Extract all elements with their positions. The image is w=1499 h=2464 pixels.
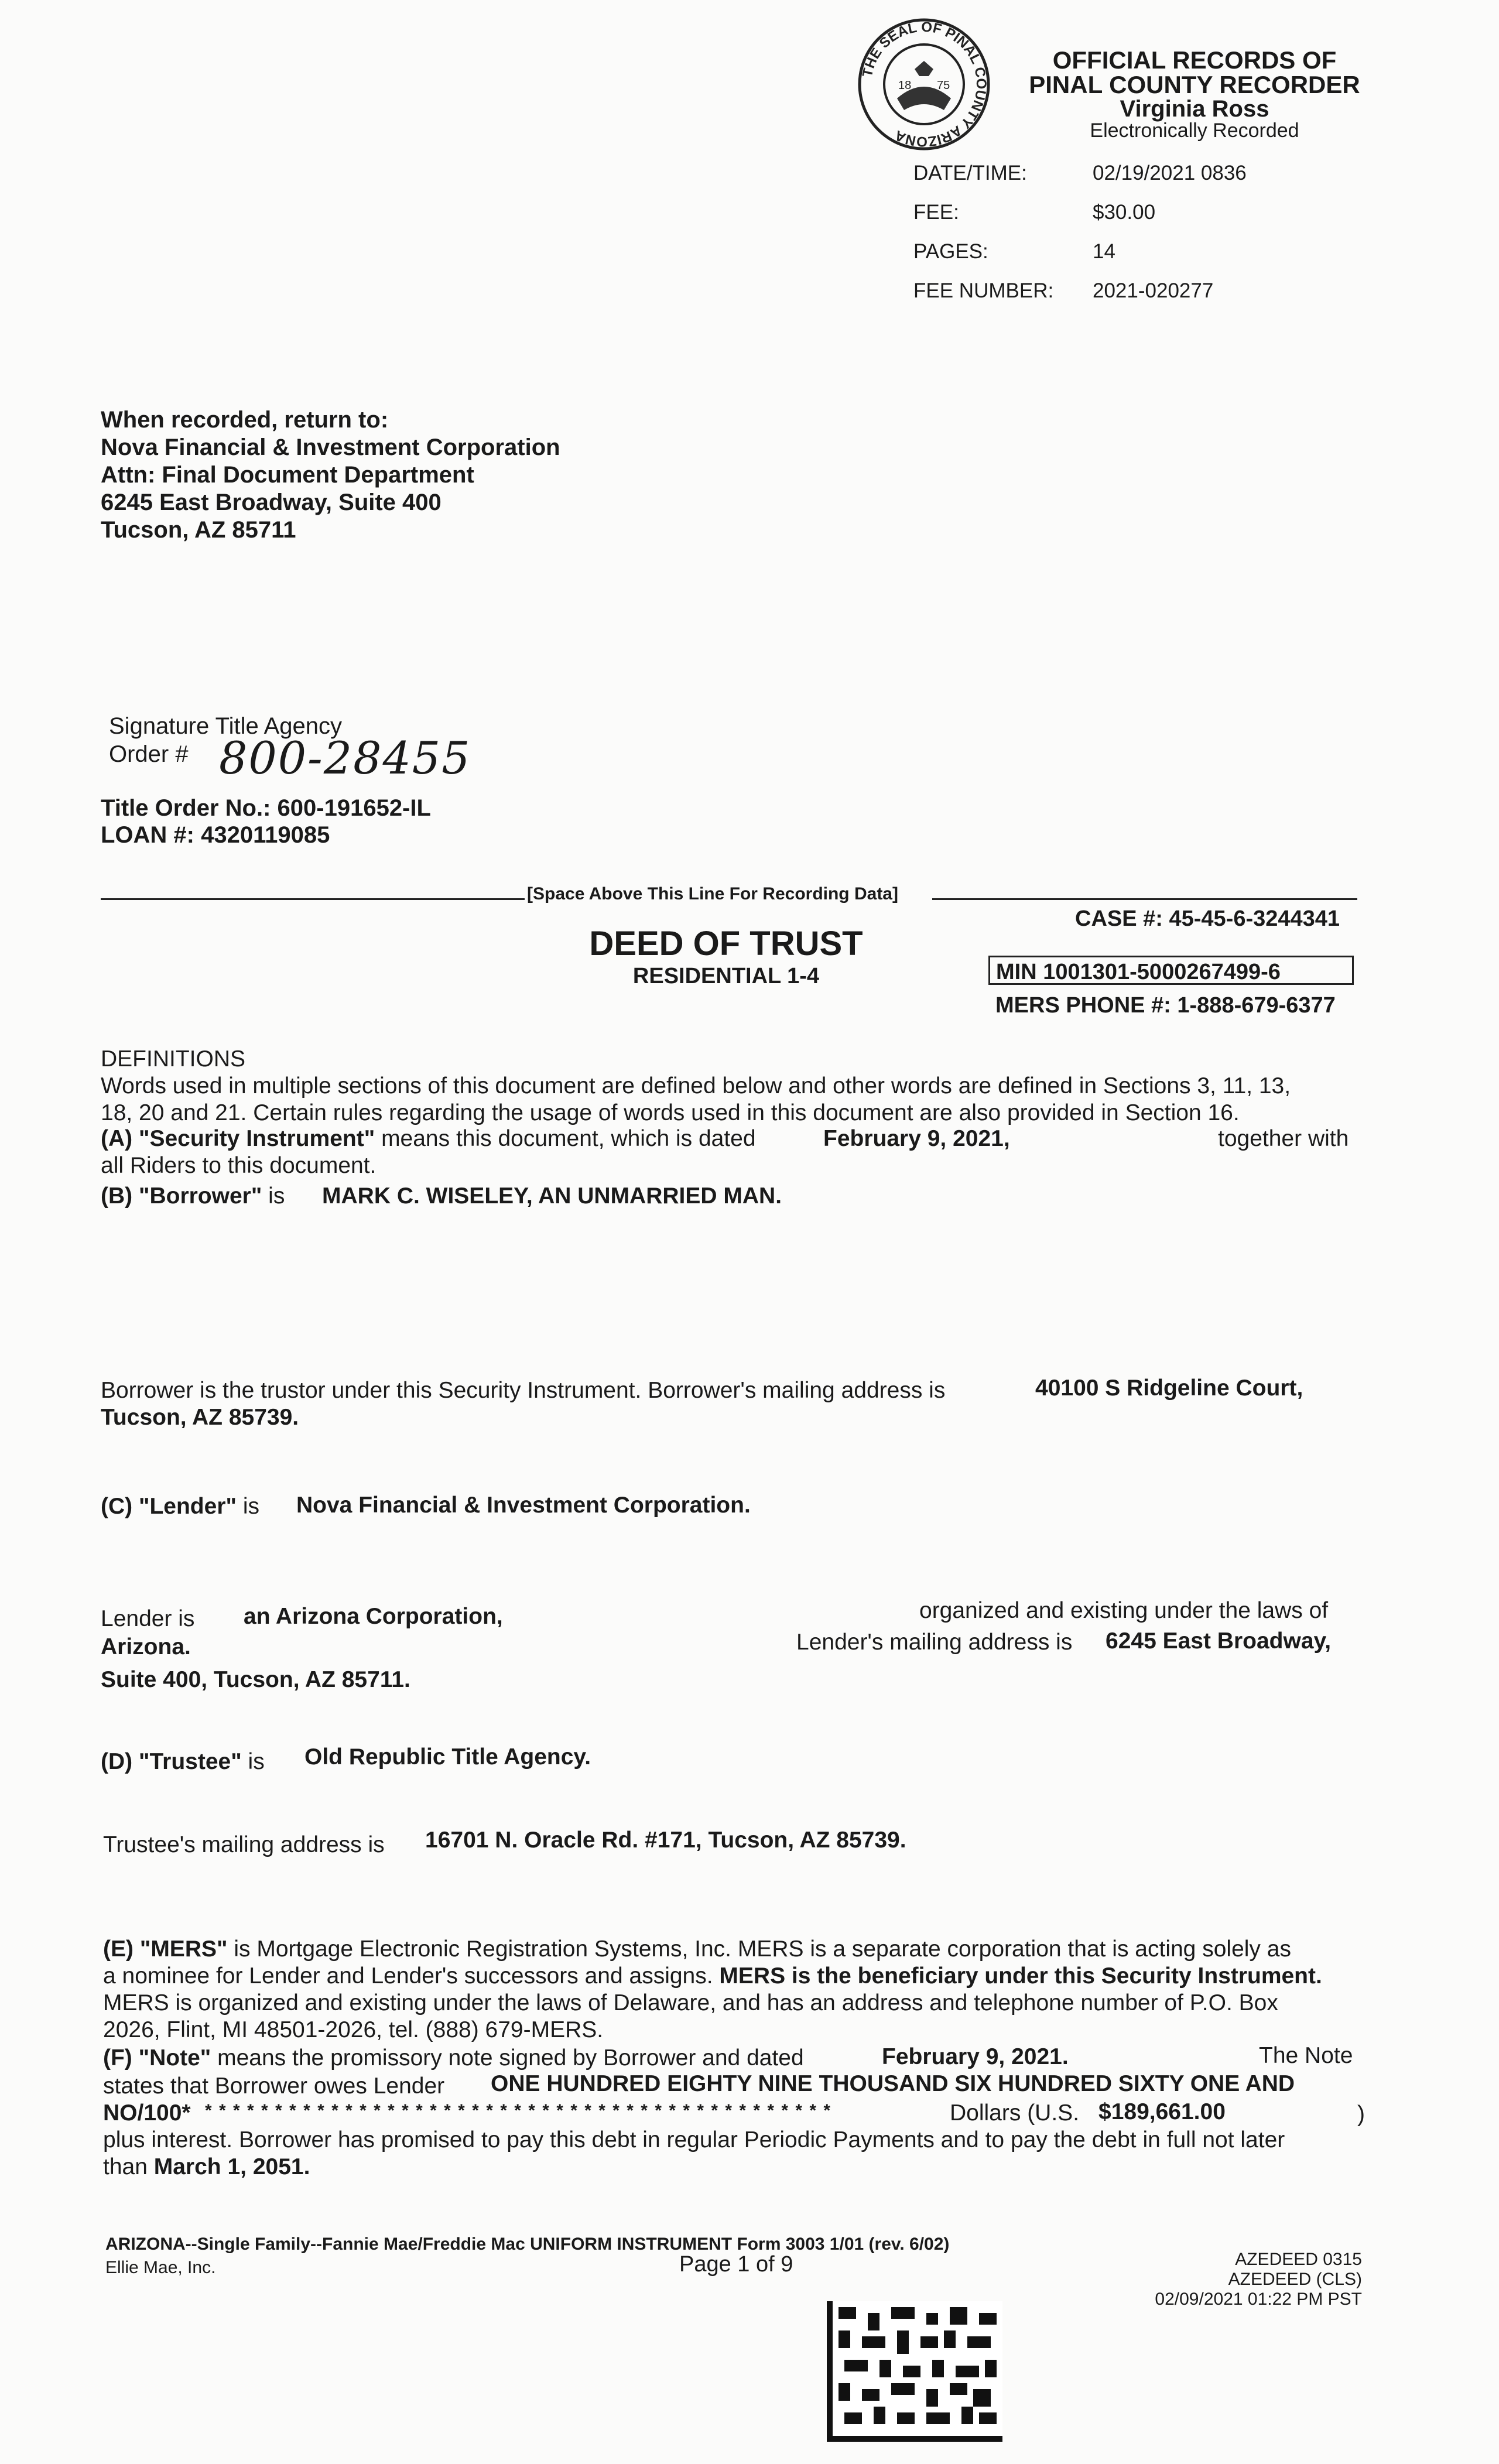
definition-b: (B) "Borrower" is [101, 1183, 285, 1209]
return-to-block [101, 406, 560, 544]
note-amount-fill-stars: * * * * * * * * * * * * * * * * * * * * * * * * * * * * * * * * * * * * * * * * * * * * * [205, 2101, 832, 2120]
lender-organized: organized and existing under the laws of [919, 1598, 1329, 1623]
title-order-number: Title Order No.: 600-191652-IL [101, 795, 431, 821]
case-number: CASE #: 45-45-6-3244341 [1075, 906, 1340, 931]
definition-d: (D) "Trustee" is [101, 1749, 265, 1774]
space-above-line-note: [Space Above This Line For Recording Data] [527, 884, 898, 904]
definition-f-tail: The Note [1259, 2043, 1353, 2068]
recorder-header [990, 48, 1399, 141]
dollars-label: Dollars (U.S. [950, 2100, 1080, 2126]
note-date: February 9, 2021. [882, 2044, 1069, 2069]
recorder-line2: PINAL COUNTY RECORDER [1029, 71, 1360, 98]
order-label: Order # [109, 741, 189, 767]
svg-text:THE SEAL OF PINAL COUNTY ARIZO: THE SEAL OF PINAL COUNTY ARIZONA [859, 19, 990, 150]
definition-e-line2: a nominee for Lender and Lender's successors and assigns. MERS is the beneficiary under this Security Instrument. [103, 1963, 1322, 1989]
definition-f-line2: states that Borrower owes Lender [103, 2073, 445, 2099]
trustee-name: Old Republic Title Agency. [304, 1744, 591, 1770]
document-subtitle: RESIDENTIAL 1-4 [632, 964, 820, 988]
trustee-address-text: Trustee's mailing address is [103, 1832, 385, 1857]
borrower-name: MARK C. WISELEY, AN UNMARRIED MAN. [322, 1183, 782, 1209]
definitions-intro-line2: 18, 20 and 21. Certain rules regarding the usage of words used in this document are also provided in Section 16. [101, 1100, 1240, 1125]
vendor-name: Ellie Mae, Inc. [105, 2258, 216, 2277]
recording-row: FEE: $30.00 [913, 201, 1156, 224]
note-amount: $189,661.00 [1098, 2099, 1226, 2124]
document-title: DEED OF TRUST [589, 925, 863, 963]
min-number: MIN 1001301-5000267499-6 [996, 960, 1281, 984]
page-number: Page 1 of 9 [679, 2252, 793, 2277]
security-instrument-date: February 9, 2021, [823, 1126, 1010, 1151]
borrower-address-text: Borrower is the trustor under this Security Instrument. Borrower's mailing address is [101, 1378, 946, 1403]
return-to-line: Nova Financial & Investment Corporation [101, 434, 560, 460]
min-number-box [988, 956, 1354, 985]
county-seal [856, 16, 992, 152]
lender-state: Arizona. [101, 1634, 191, 1659]
borrower-address-line2: Tucson, AZ 85739. [101, 1405, 299, 1430]
note-amount-words-2: NO/100* [103, 2100, 191, 2126]
mers-phone: MERS PHONE #: 1-888-679-6377 [995, 993, 1336, 1018]
lender-is-label: Lender is [101, 1606, 195, 1631]
recorder-status: Electronically Recorded [1090, 119, 1299, 142]
lender-name: Nova Financial & Investment Corporation. [296, 1493, 751, 1518]
definition-a-tail: together with [1218, 1126, 1349, 1151]
divider-right [932, 898, 1357, 900]
document-barcode [827, 2300, 1002, 2443]
definition-a-line2: all Riders to this document. [101, 1153, 377, 1178]
lender-type: an Arizona Corporation, [244, 1604, 503, 1629]
trustee-address: 16701 N. Oracle Rd. #171, Tucson, AZ 85739. [425, 1828, 906, 1853]
recorder-line1: OFFICIAL RECORDS OF [1052, 46, 1337, 74]
dollars-close: ) [1357, 2102, 1365, 2127]
definition-f-line1: (F) "Note" means the promissory note signed by Borrower and dated [103, 2045, 804, 2071]
definition-a: (A) "Security Instrument" means this document, which is dated [101, 1126, 756, 1151]
borrower-address-line1: 40100 S Ridgeline Court, [1035, 1375, 1303, 1401]
definition-e-line3: MERS is organized and existing under the laws of Delaware, and has an address and telephone number of P.O. Box [103, 1990, 1278, 2015]
return-to-line: Attn: Final Document Department [101, 462, 474, 488]
agency-name: Signature Title Agency [109, 713, 343, 739]
svg-text:75: 75 [937, 79, 950, 92]
recording-info [913, 153, 1247, 310]
return-to-line: Tucson, AZ 85711 [101, 517, 296, 543]
divider-left [101, 898, 525, 900]
handwritten-order-number: 800-28455 [219, 732, 471, 784]
form-identifier: ARIZONA--Single Family--Fannie Mae/Freddie Mac UNIFORM INSTRUMENT Form 3003 1/01 (rev. 6/02) [105, 2234, 950, 2254]
recording-row: PAGES: 14 [913, 240, 1115, 263]
footer-codes: AZEDEED 0315 AZEDEED (CLS) 02/09/2021 01:22 PM PST [1155, 2250, 1362, 2309]
note-amount-words: ONE HUNDRED EIGHTY NINE THOUSAND SIX HUNDRED SIXTY ONE AND [491, 2071, 1295, 2096]
definition-e-line1: (E) "MERS" is Mortgage Electronic Registration Systems, Inc. MERS is a separate corporation that is acting solely as [103, 1936, 1291, 1962]
definitions-intro-line1: Words used in multiple sections of this document are defined below and other words are defined in Sections 3, 11, 13, [101, 1073, 1291, 1098]
lender-address-label: Lender's mailing address is [796, 1630, 1073, 1655]
svg-text:18: 18 [898, 79, 912, 92]
definition-f-line4: plus interest. Borrower has promised to pay this debt in regular Periodic Payments and to pay the debt in full not later [103, 2127, 1285, 2152]
return-to-line: When recorded, return to: [101, 407, 389, 433]
loan-number: LOAN #: 4320119085 [101, 822, 330, 848]
definition-f-line5: than March 1, 2051. [103, 2154, 310, 2179]
return-to-line: 6245 East Broadway, Suite 400 [101, 490, 442, 515]
definition-e-line4: 2026, Flint, MI 48501-2026, tel. (888) 679-MERS. [103, 2017, 604, 2042]
definition-c: (C) "Lender" is [101, 1494, 259, 1519]
recording-row: DATE/TIME: 02/19/2021 0836 [913, 162, 1247, 184]
lender-address-line1: 6245 East Broadway, [1106, 1628, 1332, 1654]
definitions-heading: DEFINITIONS [101, 1046, 246, 1072]
lender-address-line2: Suite 400, Tucson, AZ 85711. [101, 1667, 410, 1692]
recorder-name: Virginia Ross [1120, 96, 1269, 122]
recording-row: FEE NUMBER: 2021-020277 [913, 279, 1214, 302]
